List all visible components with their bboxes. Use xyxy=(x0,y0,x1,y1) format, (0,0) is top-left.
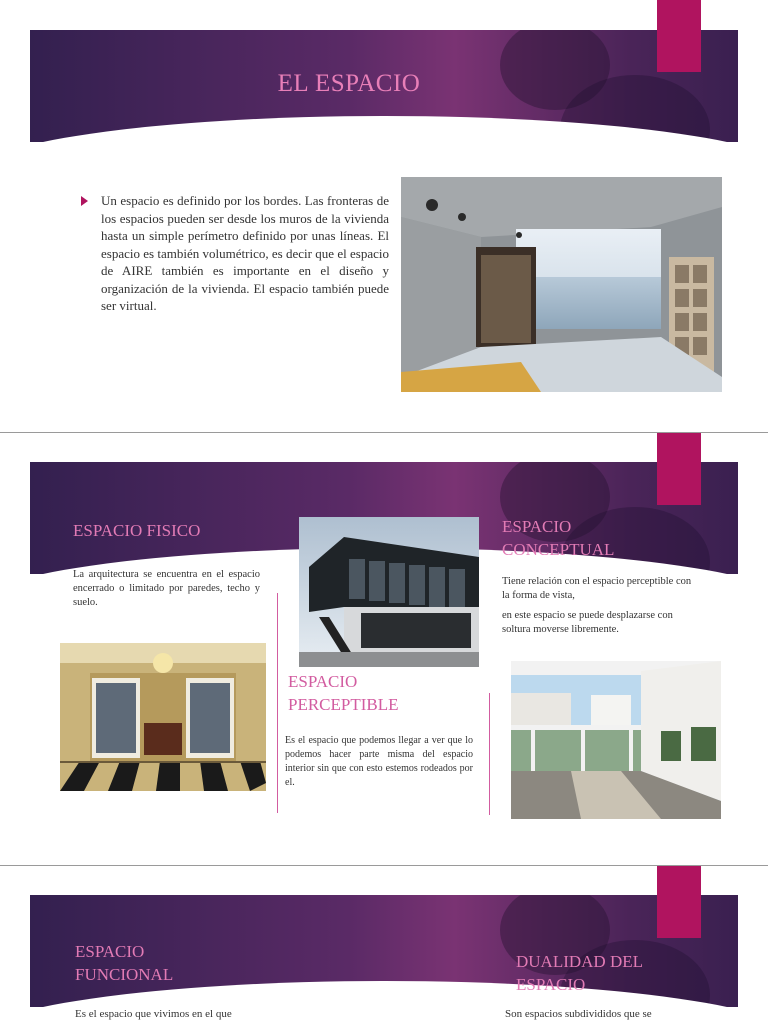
espacio-funcional-heading xyxy=(75,940,173,986)
interior-sea-view-image xyxy=(401,177,722,392)
perceptible-title-line-2: PERCEPTIBLE xyxy=(288,695,399,714)
modern-building-image xyxy=(299,517,479,667)
espacio-fisico-heading: ESPACIO FISICO xyxy=(73,521,201,540)
perceptible-title-line-1: ESPACIO xyxy=(288,672,358,691)
column-divider xyxy=(277,593,278,813)
espacio-perceptible-text: Es el espacio que podemos llegar a ver que lo podemos hacer parte misma del espacio interior sin que con esto estemos rodeados por el. xyxy=(285,735,473,788)
conceptual-title-line-2: CONCEPTUAL xyxy=(502,540,615,559)
espacio-funcional-text: Es el espacio que vivimos en el que xyxy=(75,1008,232,1020)
slide-1-title: EL ESPACIO xyxy=(277,70,421,97)
slide-1-accent-tab xyxy=(657,0,701,72)
slide-1-text: Un espacio es definido por los bordes. Las fronteras de los espacios pueden ser desde los muros de la vivienda hasta un simple perímetro definido por unas líneas. El espacio es también volumétrico, es decir que el espacio de AIRE también es importante en el diseño y organización de la vivienda. El espacio también puede ser virtual. xyxy=(101,193,389,313)
bullet-icon xyxy=(81,196,88,206)
column-divider-right xyxy=(489,693,490,815)
dualidad-espacio-text: Son espacios subdivididos que se xyxy=(505,1008,652,1020)
espacio-fisico-text: La arquitectura se encuentra en el espacio encerrado o limitado por paredes, techo y suelo. xyxy=(73,569,260,608)
slide-3-accent-tab xyxy=(657,866,701,938)
modern-terrace-image xyxy=(511,661,721,819)
slide-2 xyxy=(0,433,768,865)
dualidad-title-line-1: DUALIDAD DEL xyxy=(516,952,644,971)
espacio-conceptual-text-2: en este espacio se puede desplazarse con soltura moverse libremente. xyxy=(502,610,673,635)
classic-room-image xyxy=(60,643,266,791)
espacio-conceptual-heading xyxy=(502,515,614,561)
slide-3 xyxy=(0,866,768,1024)
funcional-title-line-1: ESPACIO xyxy=(75,942,145,961)
dualidad-espacio-heading xyxy=(516,950,643,996)
slide-2-accent-tab xyxy=(657,433,701,505)
dualidad-title-line-2: ESPACIO xyxy=(516,975,586,994)
espacio-conceptual-text-1: Tiene relación con el espacio perceptible con la forma de vista, xyxy=(502,576,692,601)
espacio-perceptible-heading xyxy=(288,670,399,716)
funcional-title-line-2: FUNCIONAL xyxy=(75,965,174,984)
slide-1 xyxy=(0,0,768,432)
conceptual-title-line-1: ESPACIO xyxy=(502,517,572,536)
